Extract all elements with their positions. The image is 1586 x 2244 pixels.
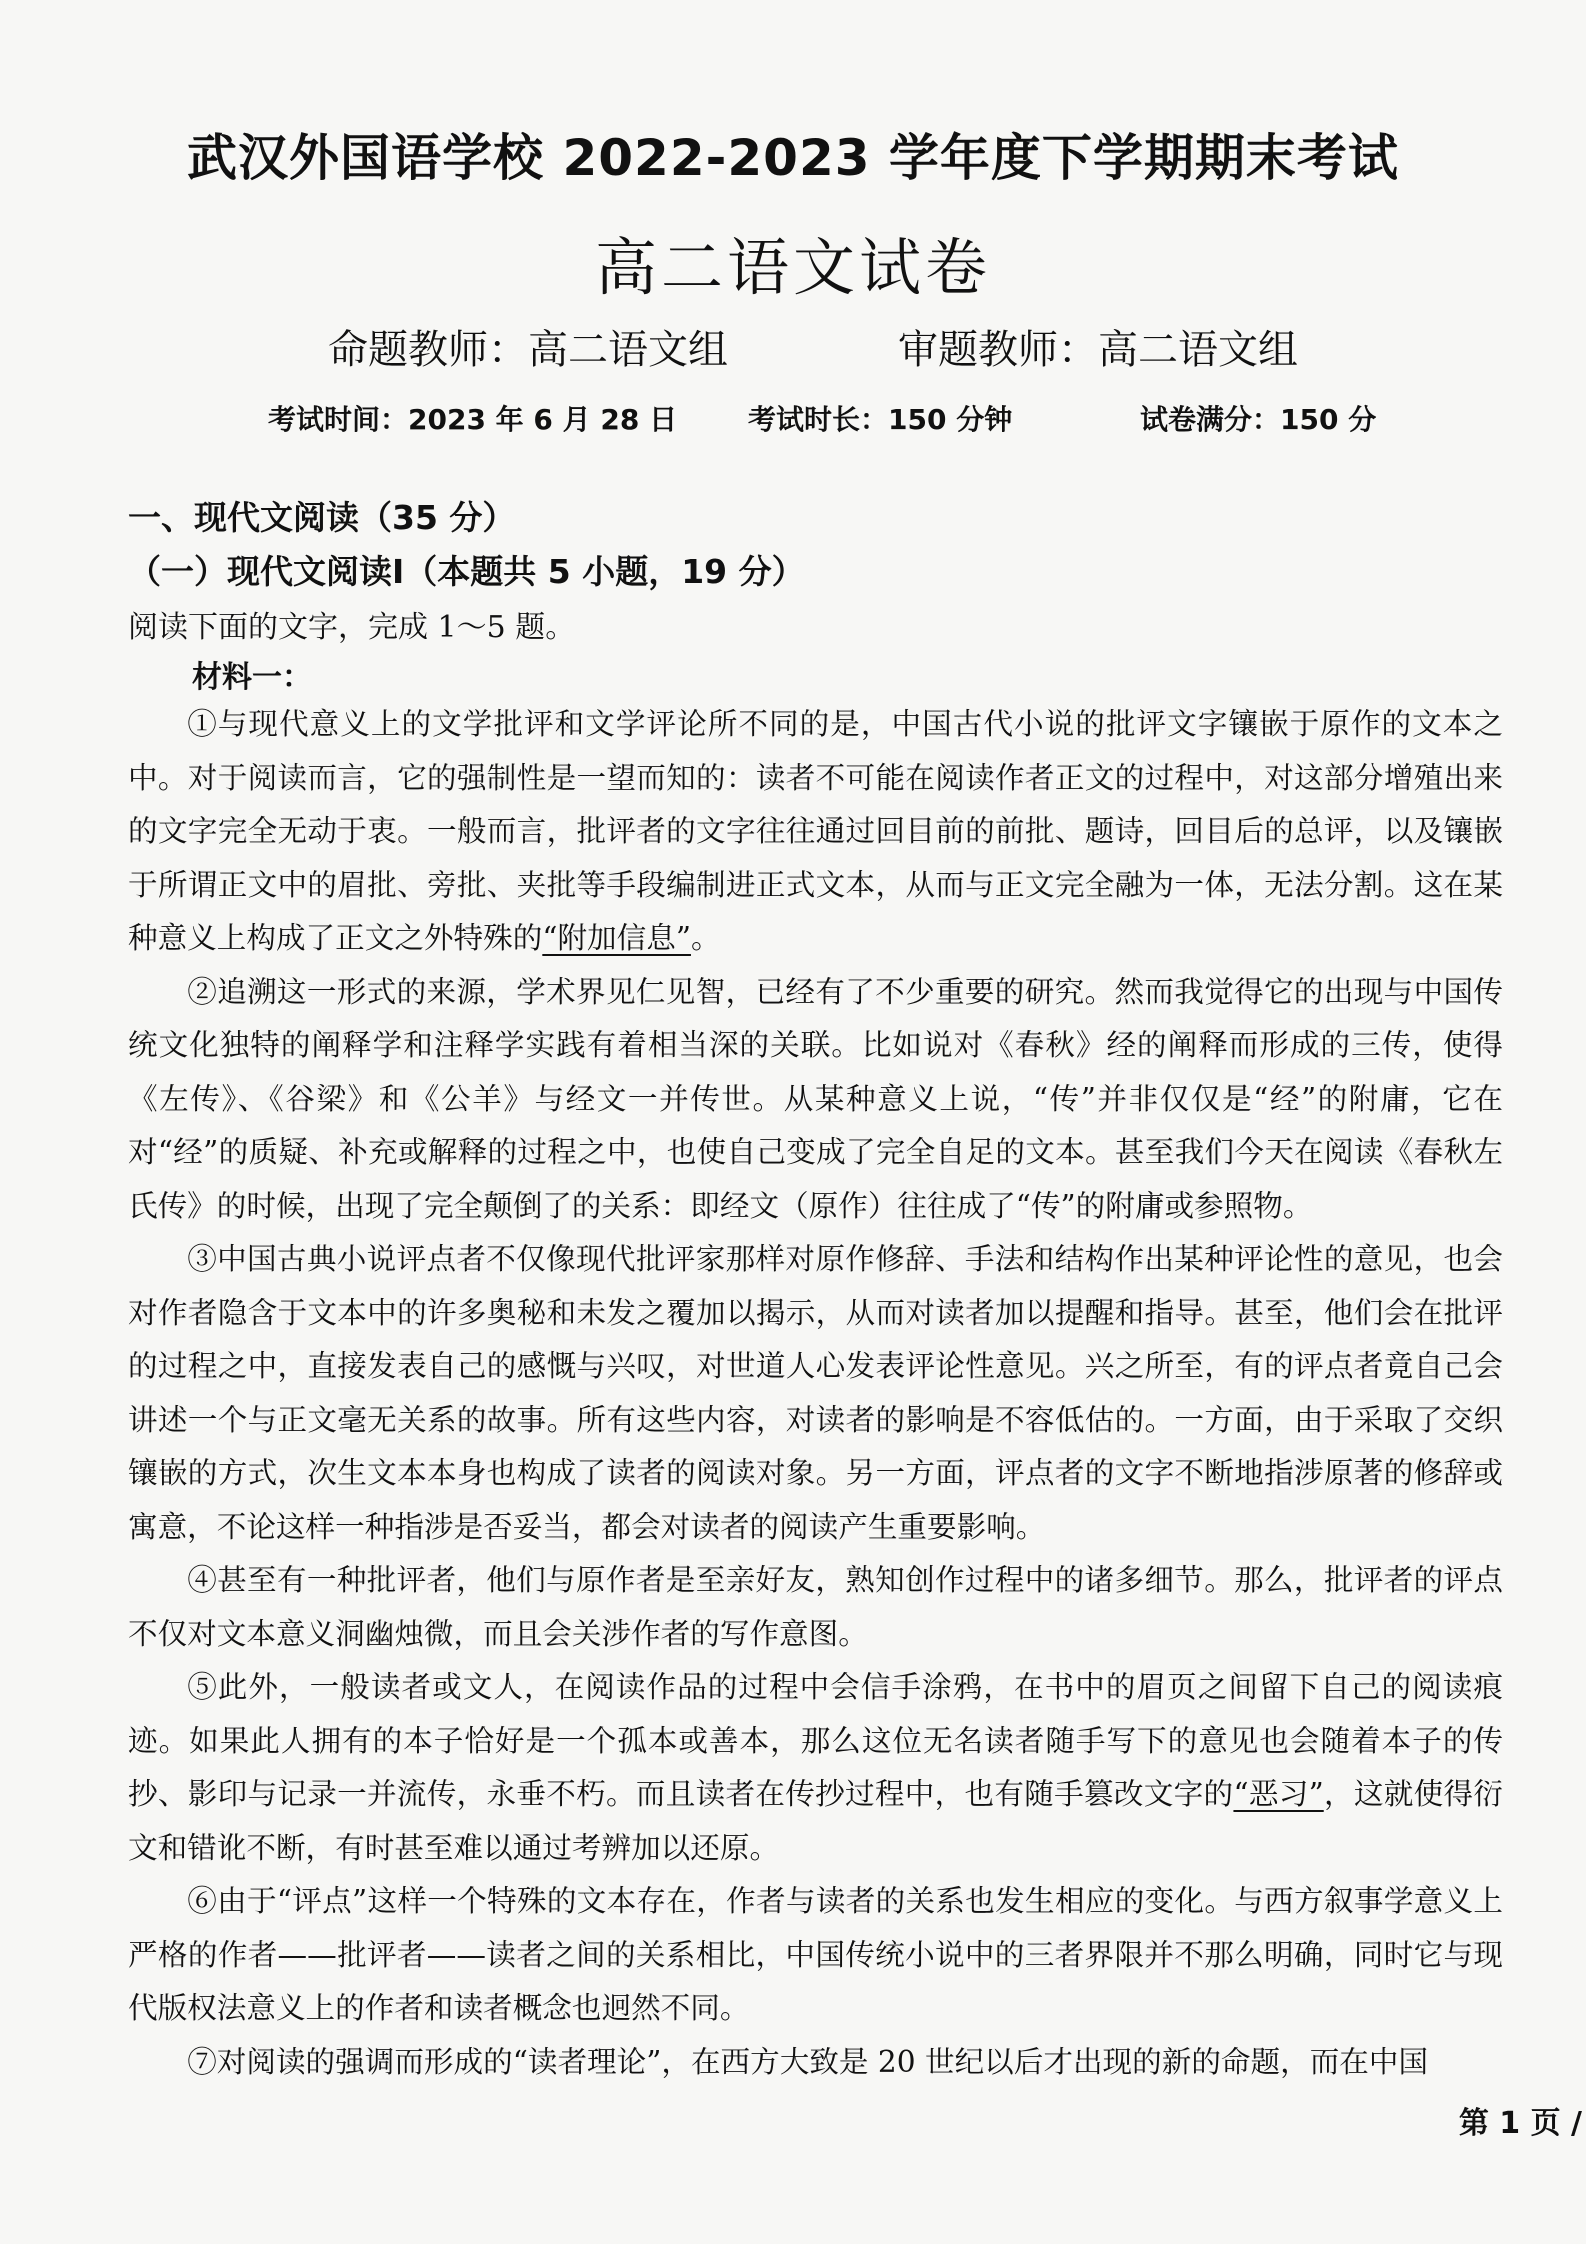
paragraph-text: ③中国古典小说评点者不仅像现代批评家那样对原作修辞、手法和结构作出某种评论性的意见，也会对作者隐含于文本中的许多奥秘和未发之覆加以揭示，从而对读者加以提醒和指导。甚至，他们会在批评的过程之中，直接发表自己的感慨与兴叹，对世道人心发表评论性意见。兴之所至，有的评点者竟自己会讲述一个与正文毫无关系的故事。所有这些内容，对读者的影响是不容低估的。一方面，由于采取了交织镶嵌的方式，次生文本本身也构成了读者的阅读对象。另一方面，评点者的文字不断地指涉原著的修辞或寓意，不论这样一种指涉是否妥当，都会对读者的阅读产生重要影响。 <box>128 1242 1503 1544</box>
article-body <box>128 698 1503 2089</box>
exam-duration: 考试时长：150 分钟 <box>748 403 1013 436</box>
paragraph-2 <box>128 966 1503 1234</box>
section-title: 一、现代文阅读（35 分） <box>128 498 516 537</box>
paragraph-text: ⑥由于“评点”这样一个特殊的文本存在，作者与读者的关系也发生相应的变化。与西方叙事学意义上严格的作者——批评者——读者之间的关系相比，中国传统小说中的三者界限并不那么明确，同时它与现代版权法意义上的作者和读者概念也迥然不同。 <box>128 1884 1503 2025</box>
paragraph-text: ②追溯这一形式的来源，学术界见仁见智，已经有了不少重要的研究。然而我觉得它的出现与中国传统文化独特的阐释学和注释学实践有着相当深的关联。比如说对《春秋》经的阐释而形成的三传，使得《左传》、《谷梁》和《公羊》与经文一并传世。从某种意义上说，“传”并非仅仅是“经”的附庸，它在对“经”的质疑、补充或解释的过程之中，也使自己变成了完全自足的文本。甚至我们今天在阅读《春秋左氏传》的时候，出现了完全颠倒了的关系：即经文（原作）往往成了“传”的附庸或参照物。 <box>128 974 1503 1223</box>
paragraph-text: ①与现代意义上的文学批评和文学评论所不同的是，中国古代小说的批评文字镶嵌于原作的文本之中。对于阅读而言，它的强制性是一望而知的：读者不可能在阅读作者正文的过程中，对这部分增殖出来的文字完全无动于衷。一般而言，批评者的文字往往通过回目前的前批、题诗，回目后的总评，以及镶嵌于所谓正文中的眉批、旁批、夹批等手段编制进正式文本，从而与正文完全融为一体，无法分割。这在某种意义上构成了正文之外特殊的 <box>128 707 1503 955</box>
paragraph-6 <box>128 1875 1503 2036</box>
paragraph-text: ，这就使得衍文和错讹不断，有时甚至难以通过考辨加以还原。 <box>128 1777 1503 1865</box>
paragraph-7 <box>128 2036 1503 2090</box>
exam-subtitle: 高二语文试卷 <box>594 231 991 304</box>
underlined-term: “恶习” <box>1233 1777 1324 1811</box>
subsection-title: （一）现代文阅读Ⅰ（本题共 5 小题，19 分） <box>128 552 805 591</box>
exam-date: 考试时间：2023 年 6 月 28 日 <box>268 403 678 436</box>
underlined-term: “附加信息” <box>542 921 691 955</box>
paragraph-text: ④甚至有一种批评者，他们与原作者是至亲好友，熟知创作过程中的诸多细节。那么，批评者的评点不仅对文本意义洞幽烛微，而且会关涉作者的写作意图。 <box>128 1563 1503 1651</box>
page-number: 第 1 页 / <box>1458 2106 1582 2141</box>
paragraph-4 <box>128 1554 1503 1661</box>
reading-instruction: 阅读下面的文字，完成 1～5 题。 <box>128 610 576 645</box>
exam-title: 武汉外国语学校 2022-2023 学年度下学期期末考试 <box>187 129 1399 187</box>
paragraph-5 <box>128 1661 1503 1875</box>
paragraph-1 <box>128 698 1503 966</box>
exam-full-score: 试卷满分：150 分 <box>1140 403 1377 436</box>
paragraph-3 <box>128 1233 1503 1554</box>
material-label: 材料一： <box>192 660 312 695</box>
paragraph-text: ⑦对阅读的强调而形成的“读者理论”，在西方大致是 20 世纪以后才出现的新的命题，而在中国 <box>187 2044 1429 2079</box>
paragraph-text: ⑤此外，一般读者或文人，在阅读作品的过程中会信手涂鸦，在书中的眉页之间留下自己的阅读痕迹。如果此人拥有的本子恰好是一个孤本或善本，那么这位无名读者随手写下的意见也会随着本子的传抄、影印与记录一并流传，永垂不朽。而且读者在传抄过程中，也有随手篡改文字的 <box>128 1670 1503 1811</box>
reviewer-teacher: 审题教师：高二语文组 <box>898 327 1298 373</box>
setter-teacher: 命题教师：高二语文组 <box>328 327 728 373</box>
paragraph-text: 。 <box>690 921 721 955</box>
